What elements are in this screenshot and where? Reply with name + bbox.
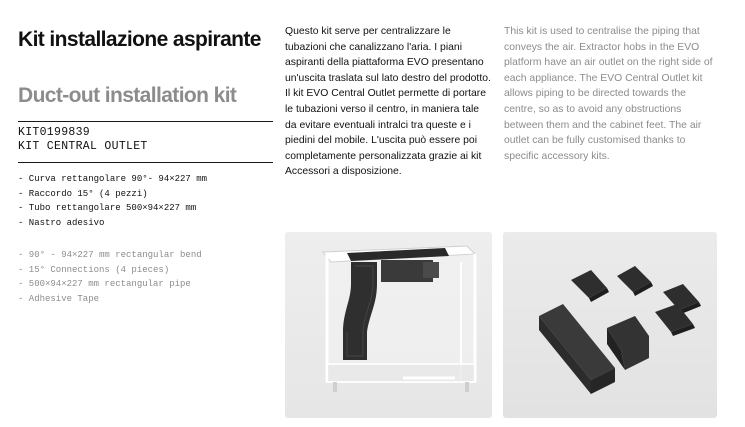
divider-top [18, 121, 273, 122]
list-item: - Curva rettangolare 90°- 94×227 mm [18, 174, 208, 184]
divider-bottom [18, 162, 273, 163]
cabinet-illustration [285, 232, 492, 418]
list-item: - Raccordo 15° (4 pezzi) [18, 188, 148, 199]
kit-parts-photo [503, 232, 717, 418]
list-item: - 15° Connections (4 pieces) [18, 264, 170, 275]
list-item: - 500×94×227 mm rectangular pipe [18, 279, 191, 289]
list-item: - Tubo rettangolare 500×94×227 mm [18, 203, 197, 213]
product-name: KIT CENTRAL OUTLET [18, 140, 148, 153]
list-item: - Adhesive Tape [18, 293, 100, 304]
description-italian: Questo kit serve per centralizzare le tubazioni che canalizzano l'aria. I piani aspiranti della piattaforma EVO presentano un'uscita traslata sul lato destro del prodotto. Il kit EVO Central Outlet permette di portare le tubazioni verso il centro, in maniera tale da evitare eventuali intralci tra queste e i piedini del mobile. L'uscita può essere poi completamente personalizzata grazie ai kit Accessori a disposizione. [285, 26, 491, 178]
list-item: - 90° - 94×227 mm rectangular bend [18, 250, 202, 260]
contents-list-english [18, 248, 202, 306]
contents-list-italian [18, 172, 207, 230]
product-code-block [18, 126, 148, 154]
kit-parts-illustration [503, 232, 717, 418]
title-english: Duct-out installation kit [18, 84, 237, 107]
list-item: - Nastro adesivo [18, 217, 105, 228]
cabinet-installation-photo [285, 232, 492, 418]
product-code: KIT0199839 [18, 126, 91, 139]
title-italian: Kit installazione aspirante [18, 28, 261, 51]
description-english: This kit is used to centralise the piping that conveys the air. Extractor hobs in the EVO platform have an air outlet on the right side of each appliance. The EVO Central Outlet kit allows piping to be directed towards the centre, so as to avoid any obstructions between them and the cabinet feet. The air outlet can be fully customised thanks to specific accessory kits. [504, 26, 713, 162]
